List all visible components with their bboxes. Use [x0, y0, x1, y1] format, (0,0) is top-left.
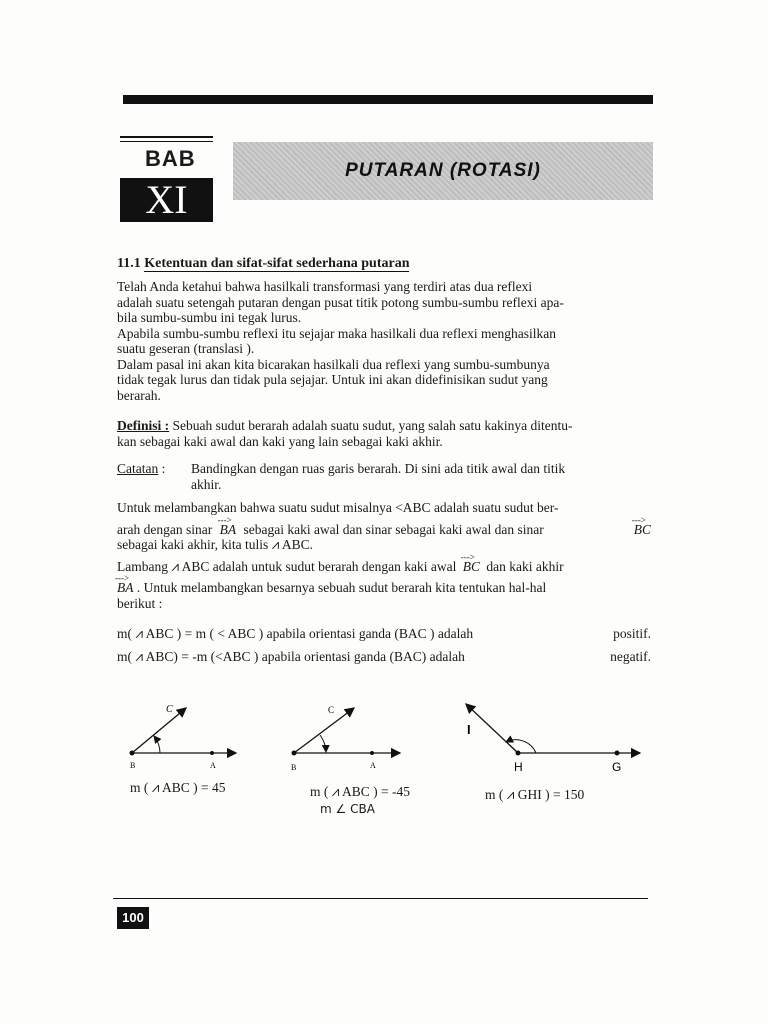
caption-figure-1: m ( ⩘ ABC ) = 45	[130, 780, 226, 795]
caption-figure-3: m ( ⩘ GHI ) = 150	[485, 787, 585, 802]
definition	[117, 418, 651, 449]
ray-bc-2: BC	[462, 558, 481, 574]
ray-arrow: --->	[460, 551, 475, 562]
label-a: A	[370, 761, 376, 770]
formula-positive	[117, 626, 651, 642]
top-rule	[123, 95, 653, 104]
note-line-2: akhir.	[191, 476, 222, 492]
text-line: adalah suatu setengah putaran dengan pusat titik potong sumbu-sumbu reflexi apa-	[117, 294, 564, 310]
label-b: B	[291, 763, 297, 772]
rotation-arc	[154, 736, 160, 753]
bottom-rule	[113, 898, 648, 899]
symbol-line-2c: sebagai kaki awal dan sinar sebagai kaki awal dan sinar	[243, 521, 544, 537]
symbol-line-5b: . Untuk melambangkan besarnya sebuah sudut berarah kita tentukan hal-hal	[136, 580, 547, 595]
vertex-point	[130, 751, 135, 756]
bab-rule-upper	[120, 136, 213, 138]
ray-arrow: --->	[217, 514, 232, 525]
definition-line-2: kan sebagai kaki awal dan kaki yang lain sebagai kaki akhir.	[117, 433, 443, 449]
bab-rule-lower	[120, 141, 213, 142]
page-number: 100	[117, 907, 149, 929]
symbol-line-1: Untuk melambangkan bahwa suatu sudut misalnya <ABC adalah suatu sudut ber-	[117, 500, 559, 515]
paragraph-1	[117, 279, 651, 403]
chapter-title: PUTARAN (ROTASI)	[345, 160, 541, 181]
formula-right: negatif.	[610, 649, 651, 664]
rotation-arc	[320, 735, 326, 752]
section-number: 11.1	[117, 256, 141, 271]
ray-terminal	[294, 708, 354, 753]
formula-negative	[117, 649, 651, 665]
label-i: I	[467, 722, 471, 737]
ray-arrow: --->	[115, 573, 130, 583]
ray-ba-2: BA	[117, 580, 134, 595]
text-line: suatu geseran (translasi ).	[117, 341, 255, 356]
text-line: Telah Anda ketahui bahwa hasilkali transformasi yang terdiri atas dua reflexi	[117, 279, 533, 294]
definition-line-1: Sebuah sudut berarah adalah suatu sudut, yang salah satu kakinya ditentu-	[172, 418, 573, 433]
note-line-1: Bandingkan dengan ruas garis berarah. Di sini ada titik awal dan titik	[191, 461, 566, 476]
vertex-point	[516, 751, 521, 756]
note-colon: :	[161, 461, 166, 476]
ray-arrow: --->	[631, 514, 646, 525]
label-c: C	[328, 705, 335, 715]
formula-left: m( ⩘ ABC ) = m ( < ABC ) apabila orientasi ganda (BAC ) adalah	[117, 626, 474, 641]
chapter-label: BAB	[145, 146, 196, 171]
label-g: G	[612, 760, 622, 774]
text-line: berarah.	[117, 387, 161, 403]
label-a: A	[210, 761, 216, 770]
initial-point	[370, 751, 374, 755]
note-label: Catatan	[117, 461, 159, 476]
figure-2	[291, 705, 400, 772]
label-h: H	[514, 760, 523, 774]
text-line: bila sumbu-sumbu ini tegak lurus.	[117, 310, 302, 325]
label-c: C	[166, 704, 173, 715]
symbol-paragraph	[117, 500, 651, 611]
figure-1	[130, 704, 237, 770]
text-line: Dalam pasal ini akan kita bicarakan hasilkali dua reflexi yang sumbu-sumbunya	[117, 356, 550, 372]
symbol-line-6: berikut :	[117, 595, 163, 611]
vertex-point	[292, 751, 297, 756]
symbol-line-4a: Lambang ⩘ ABC adalah untuk sudut berarah dengan kaki awal	[117, 558, 457, 574]
ray-terminal	[466, 704, 518, 753]
ray-bc: BC	[633, 521, 651, 537]
text-line: Apabila sumbu-sumbu reflexi itu sejajar maka hasilkali dua reflexi menghasilkan	[117, 325, 556, 341]
label-b: B	[130, 761, 136, 770]
initial-point	[210, 751, 214, 755]
definition-label: Definisi :	[117, 418, 170, 433]
initial-point	[615, 751, 620, 756]
symbol-line-4c: dan kaki akhir	[486, 558, 564, 574]
formula-right: positif.	[613, 626, 651, 641]
formula-left: m( ⩘ ABC) = -m (<ABC ) apabila orientasi ganda (BAC) adalah	[117, 649, 465, 664]
text-line: tidak tegak lurus dan tidak pula sejajar. Untuk ini akan didefinisikan sudut yang	[117, 372, 548, 387]
section-heading	[117, 256, 409, 272]
symbol-line-3: sebagai kaki akhir, kita tulis ⩘ ABC.	[117, 537, 314, 552]
section-title: Ketentuan dan sifat-sifat sederhana putaran	[144, 256, 410, 271]
figure-3	[466, 704, 640, 774]
symbol-line-2a: arah dengan sinar	[117, 521, 213, 537]
note	[117, 461, 651, 492]
handwritten-note: m ∠ CBA	[320, 802, 375, 816]
chapter-number: XI	[120, 178, 213, 222]
ray-ba: BA	[219, 521, 237, 537]
caption-figure-2: m ( ⩘ ABC ) = -45	[310, 784, 410, 799]
